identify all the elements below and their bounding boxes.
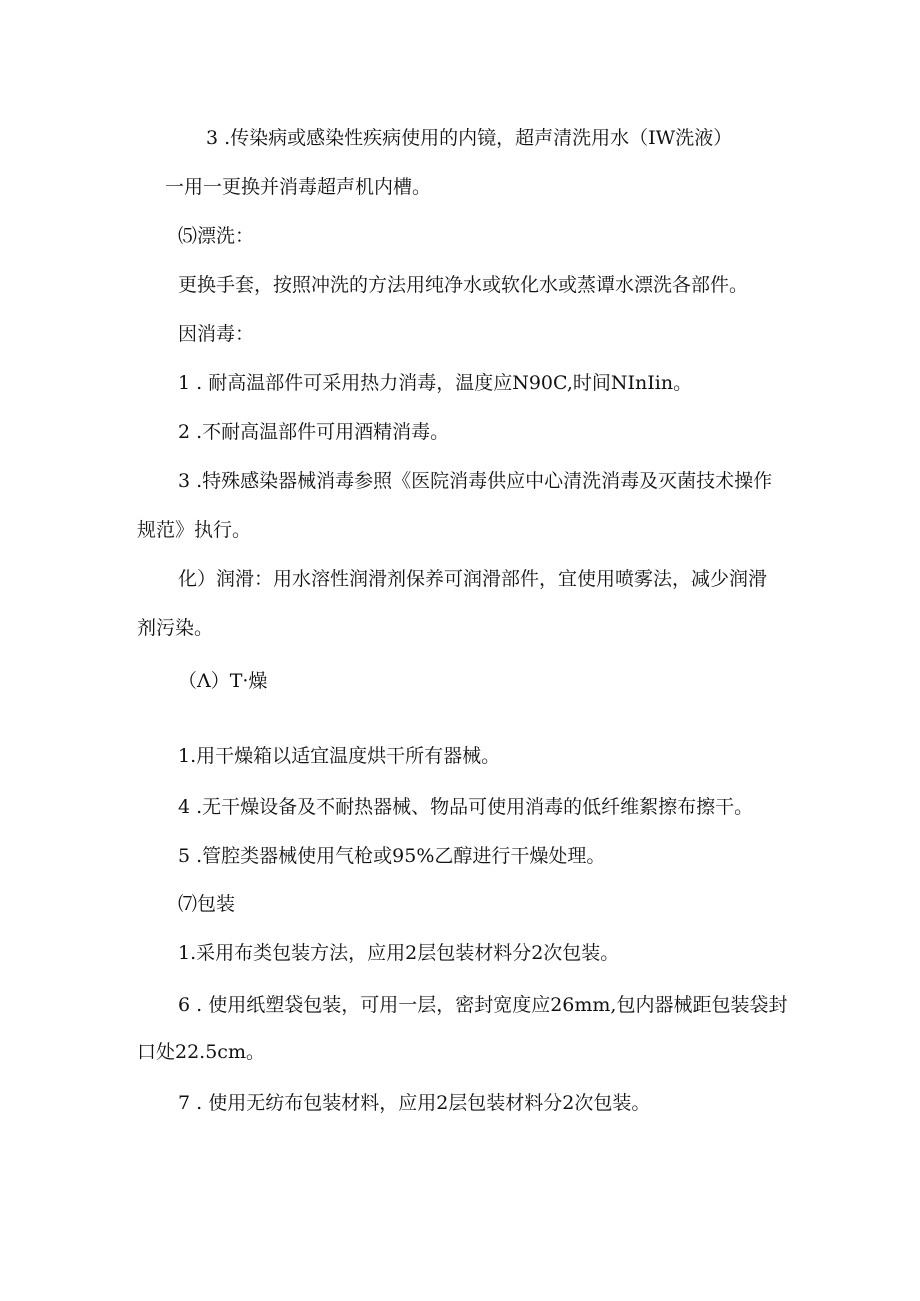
paragraph-line: 更换手套，按照冲洗的方法用纯净水或软化水或蒸谭水漂洗各部件。 xyxy=(178,274,749,296)
paragraph-line: 规范》执行。 xyxy=(137,519,252,541)
list-item: 1.用干燥箱以适宜温度烘干所有器械。 xyxy=(178,745,501,767)
section-heading: （Λ）T·燥 xyxy=(178,670,268,692)
paragraph-line: 剂污染。 xyxy=(137,617,214,639)
section-heading: 化）润滑：用水溶性润滑剂保养可润滑部件，宜使用喷雾法，减少润滑 xyxy=(178,568,768,590)
section-heading: 因消毒： xyxy=(178,323,255,345)
section-heading: ⑸漂洗： xyxy=(178,225,255,247)
paragraph-line: 一用一更换并消毒超声机内槽。 xyxy=(165,176,432,198)
list-item: 4 .无干燥设备及不耐热器械、物品可使用消毒的低纤维絮擦布擦干。 xyxy=(178,796,754,818)
section-heading: ⑺包装 xyxy=(178,893,236,915)
paragraph-line: 3 .传染病或感染性疾病使用的内镜，超声清洗用水（IW洗液） xyxy=(206,127,733,149)
list-item: 7 . 使用无纺布包装材料，应用2层包装材料分2次包装。 xyxy=(178,1092,651,1114)
list-item: 6 . 使用纸塑袋包装，可用一层，密封宽度应26mm,包内器械距包装袋封 xyxy=(178,994,788,1016)
list-item: 2 .不耐高温部件可用酒精消毒。 xyxy=(178,421,450,443)
list-item: 1.采用布类包装方法，应用2层包装材料分2次包装。 xyxy=(178,942,620,964)
list-item: 5 .管腔类器械使用气枪或95%乙醇进行干燥处理。 xyxy=(178,845,606,867)
list-item: 1 . 耐高温部件可采用热力消毒，温度应N90C,时间NInIin。 xyxy=(178,372,693,394)
paragraph-line: 口处22.5cm。 xyxy=(137,1041,265,1063)
list-item: 3 .特殊感染器械消毒参照《医院消毒供应中心清洗消毒及灭菌技术操作 xyxy=(178,470,773,492)
